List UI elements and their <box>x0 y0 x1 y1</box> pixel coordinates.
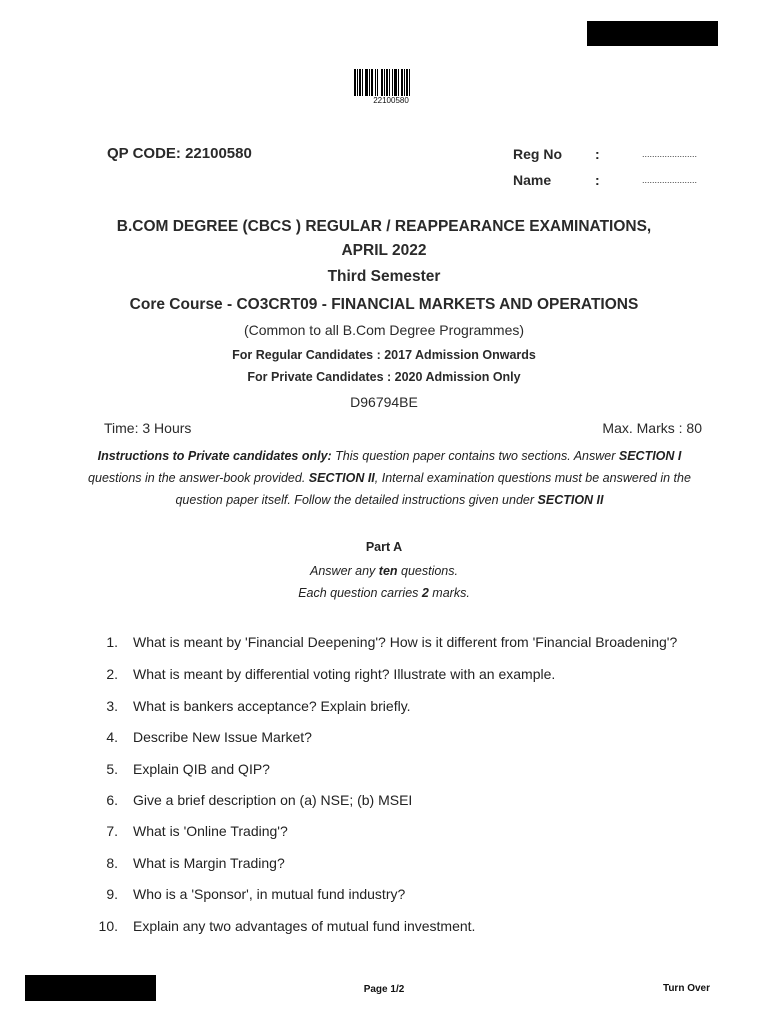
page-number: Page 1/2 <box>363 984 405 995</box>
question-text: Describe New Issue Market? <box>133 729 312 745</box>
carries-suffix: marks. <box>428 586 470 600</box>
carries-prefix: Each question carries <box>298 586 422 600</box>
question-text: What is meant by differential voting right? Illustrate with an example. <box>133 666 556 682</box>
instructions-text-1: This question paper contains two sections. Answer <box>331 449 619 463</box>
answer-instruction <box>0 564 768 578</box>
reg-no-label: Reg No <box>513 146 562 162</box>
question-number: 3. <box>106 698 118 714</box>
barcode <box>354 69 428 96</box>
question-number: 1. <box>106 634 118 650</box>
private-instructions <box>78 445 701 511</box>
question-number: 4. <box>106 729 118 745</box>
exam-title-line2: APRIL 2022 <box>341 242 427 259</box>
question-item <box>0 761 768 781</box>
question-text: What is 'Online Trading'? <box>133 823 288 839</box>
question-number: 6. <box>106 792 118 808</box>
question-number: 7. <box>106 823 118 839</box>
name-colon: : <box>595 172 600 188</box>
question-item <box>0 666 768 686</box>
question-text: Explain any two advantages of mutual fund investment. <box>133 918 476 934</box>
question-text: Who is a 'Sponsor', in mutual fund industry? <box>133 886 406 902</box>
redaction-box-top <box>587 21 718 46</box>
question-number: 10. <box>98 918 118 934</box>
question-text: What is meant by 'Financial Deepening'? How is it different from 'Financial Broadening'? <box>133 634 678 650</box>
question-item <box>0 698 768 718</box>
paper-code: D96794BE <box>350 394 418 410</box>
regular-candidates: For Regular Candidates : 2017 Admission Onwards <box>232 348 536 362</box>
question-item <box>0 918 768 938</box>
marks-instruction <box>0 586 768 600</box>
instructions-text-3: , Internal examination questions must be answered in the question paper itself. Follow the detailed instructions given under <box>175 471 691 507</box>
instructions-lead: Instructions to Private candidates only: <box>97 449 332 463</box>
instructions-section-2b: SECTION II <box>537 493 604 507</box>
question-text: Give a brief description on (a) NSE; (b) MSEI <box>133 792 413 808</box>
exam-title-line1: B.COM DEGREE (CBCS ) REGULAR / REAPPEARANCE EXAMINATIONS, <box>116 218 652 235</box>
answer-count: ten <box>378 564 398 578</box>
carries-marks: 2 <box>421 586 429 600</box>
question-number: 5. <box>106 761 118 777</box>
answer-suffix: questions. <box>397 564 458 578</box>
course-title: Core Course - CO3CRT09 - FINANCIAL MARKETS AND OPERATIONS <box>129 296 639 313</box>
reg-no-colon: : <box>595 146 600 162</box>
barcode-number: 22100580 <box>373 96 409 105</box>
question-item <box>0 729 768 749</box>
common-programmes: (Common to all B.Com Degree Programmes) <box>243 322 525 338</box>
exam-time: Time: 3 Hours <box>104 420 192 436</box>
question-text: What is bankers acceptance? Explain briefly. <box>133 698 411 714</box>
question-item <box>0 823 768 843</box>
turn-over: Turn Over <box>662 983 710 994</box>
barcode-bar <box>410 69 411 96</box>
question-number: 2. <box>106 666 118 682</box>
question-text: What is Margin Trading? <box>133 855 285 871</box>
semester: Third Semester <box>327 268 441 285</box>
reg-no-field: ...................... <box>642 149 698 159</box>
question-item <box>0 886 768 906</box>
question-text: Explain QIB and QIP? <box>133 761 270 777</box>
answer-prefix: Answer any <box>310 564 379 578</box>
question-item <box>0 792 768 812</box>
name-label: Name <box>513 172 552 188</box>
question-number: 8. <box>106 855 118 871</box>
question-item <box>0 634 768 654</box>
instructions-section-1: SECTION I <box>618 449 682 463</box>
private-candidates: For Private Candidates : 2020 Admission Only <box>247 370 521 384</box>
instructions-section-2a: SECTION II <box>308 471 375 485</box>
question-item <box>0 855 768 875</box>
qp-code: QP CODE: 22100580 <box>107 145 252 162</box>
instructions-text-2: questions in the answer-book provided. <box>88 471 309 485</box>
part-title: Part A <box>365 540 403 554</box>
question-number: 9. <box>106 886 118 902</box>
name-field: ...................... <box>642 175 698 185</box>
max-marks: Max. Marks : 80 <box>602 420 702 436</box>
